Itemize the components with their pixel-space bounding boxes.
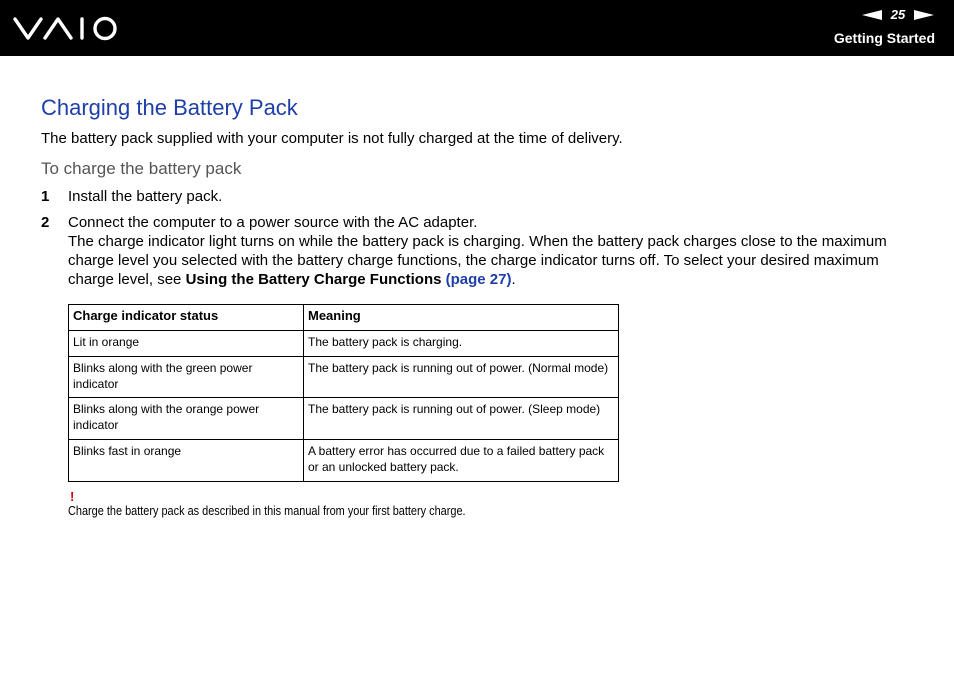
- meaning-cell: The battery pack is running out of power. (Normal mode): [304, 357, 619, 398]
- step-number: 1: [41, 188, 50, 205]
- status-cell: Lit in orange: [69, 331, 304, 357]
- status-cell: Blinks along with the orange power indicator: [69, 398, 304, 440]
- column-header-meaning: Meaning: [304, 305, 619, 331]
- charge-indicator-table: [68, 304, 619, 482]
- meaning-cell: A battery error has occurred due to a failed battery pack or an unlocked battery pack.: [304, 440, 619, 482]
- procedure-heading: To charge the battery pack: [41, 159, 242, 178]
- page-number: 25: [890, 7, 906, 22]
- meaning-cell: The battery pack is running out of power. (Sleep mode): [304, 398, 619, 440]
- step-line: Connect the computer to a power source with the AC adapter.: [68, 214, 478, 231]
- table-row: [69, 440, 619, 482]
- left-arrow-icon[interactable]: [862, 9, 882, 21]
- page-reference-link[interactable]: (page 27): [445, 271, 512, 288]
- reference-title: Using the Battery Charge Functions: [185, 271, 442, 288]
- table-row: [69, 357, 619, 398]
- page-title: Charging the Battery Pack: [41, 95, 298, 120]
- status-cell: Blinks fast in orange: [69, 440, 304, 482]
- step-detail: [68, 232, 918, 289]
- right-arrow-icon[interactable]: [914, 9, 934, 21]
- step-number: 2: [41, 214, 50, 231]
- table-row: [69, 398, 619, 440]
- table-row: [69, 331, 619, 357]
- meaning-cell: The battery pack is charging.: [304, 331, 619, 357]
- step-text: Install the battery pack.: [68, 188, 223, 205]
- step-detail-text: The charge indicator light turns on while the battery pack is charging. When the battery pack charges close to the maximum charge level you selected with the battery charge functions, the charge indicator turns off. To select your desired maximum charge level, see: [68, 233, 887, 288]
- status-cell: Blinks along with the green power indicator: [69, 357, 304, 398]
- step-end: .: [511, 271, 516, 288]
- intro-paragraph: The battery pack supplied with your computer is not fully charged at the time of delivery.: [41, 130, 623, 147]
- table-header-row: [69, 305, 619, 331]
- step-text: [68, 213, 918, 289]
- page-header: [0, 0, 954, 56]
- column-header-status: Charge indicator status: [69, 305, 304, 331]
- vaio-logo: [13, 15, 121, 43]
- warning-icon: !: [70, 489, 75, 504]
- note-text: Charge the battery pack as described in this manual from your first battery charge.: [68, 503, 466, 518]
- section-name: Getting Started: [833, 30, 935, 46]
